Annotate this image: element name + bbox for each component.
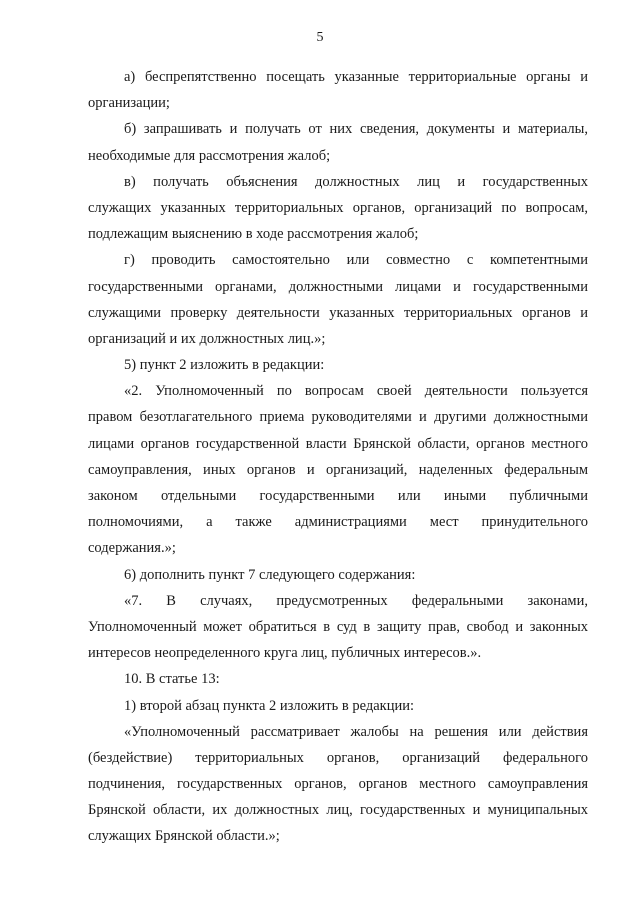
text-line: лицами органов государственной власти Брянской области, органов местного (88, 435, 588, 452)
text-line: правом безотлагательного приема руководителями и другими должностными (88, 409, 588, 426)
text-line: интересов неопределенного круга лиц, публичных интересов.». (88, 645, 482, 662)
text-line: служащими проверку деятельности указанных территориальных органов и (88, 304, 588, 321)
text-line: «7. В случаях, предусмотренных федеральными законами, (124, 592, 588, 609)
text-line: «Уполномоченный рассматривает жалобы на решения или действия (124, 723, 588, 740)
text-line: служащих Брянской области.»; (88, 828, 280, 845)
text-line: организаций и их должностных лиц.»; (88, 330, 326, 347)
text-line: 1) второй абзац пункта 2 изложить в редакции: (124, 697, 414, 714)
text-line: государственными органами, должностными лицами и государственными (88, 278, 588, 295)
text-line: в) получать объяснения должностных лиц и государственных (124, 173, 588, 190)
text-line: (бездействие) территориальных органов, организаций федерального (88, 749, 588, 766)
text-line: организации; (88, 95, 170, 112)
text-line: полномочиями, а также администрациями мест принудительного (88, 514, 588, 531)
text-line: подчинения, государственных органов, органов местного самоуправления (88, 776, 588, 793)
document-body (88, 68, 588, 854)
text-line: подлежащим выяснению в ходе рассмотрения жалоб; (88, 226, 419, 243)
text-line: законом отдельными государственными или иными публичными (88, 488, 588, 504)
text-line: Уполномоченный может обратиться в суд в защиту прав, свобод и законных (88, 618, 588, 635)
text-line: б) запрашивать и получать от них сведения, документы и материалы, (124, 121, 588, 138)
text-line: г) проводить самостоятельно или совместно с компетентными (124, 252, 588, 269)
text-line: самоуправления, иных органов и организаций, наделенных федеральным (88, 461, 588, 478)
text-line: необходимые для рассмотрения жалоб; (88, 147, 331, 164)
text-line: 6) дополнить пункт 7 следующего содержания: (124, 566, 416, 583)
text-line: а) беспрепятственно посещать указанные территориальные органы и (124, 69, 588, 85)
text-line: Брянской области, их должностных лиц, государственных и муниципальных (88, 802, 588, 819)
text-line: 10. В статье 13: (124, 671, 220, 688)
text-line: содержания.»; (88, 540, 176, 557)
text-line: «2. Уполномоченный по вопросам своей деятельности пользуется (124, 383, 588, 400)
text-line: служащих указанных территориальных органов, организаций по вопросам, (88, 199, 588, 216)
text-line: 5) пункт 2 изложить в редакции: (124, 357, 325, 374)
page-number: 5 (316, 30, 324, 45)
